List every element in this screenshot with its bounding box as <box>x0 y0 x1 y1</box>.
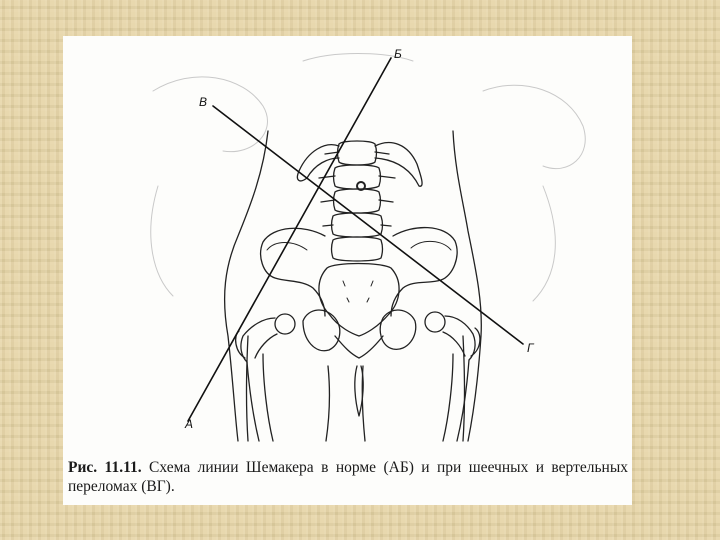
left-thigh-outer <box>247 336 249 441</box>
left-thigh-inner <box>326 366 329 441</box>
right-ilium <box>391 228 457 316</box>
pelvis-diagram <box>63 36 632 456</box>
figure-caption <box>68 458 628 496</box>
body-outline-right <box>453 131 481 441</box>
label-point-v: В <box>199 95 208 109</box>
right-rib <box>375 143 422 187</box>
right-obturator <box>380 310 416 349</box>
left-ilium <box>261 228 325 316</box>
left-femur-neck <box>241 318 277 362</box>
left-femur-shaft <box>247 354 273 441</box>
right-femur-neck <box>443 316 475 360</box>
label-point-a: А <box>185 417 194 431</box>
sacrum <box>319 264 399 337</box>
slide-panel <box>63 36 632 505</box>
figure-ref: Рис. 11.11. <box>68 459 142 476</box>
right-femur-shaft <box>443 354 469 441</box>
right-femoral-head <box>425 312 445 332</box>
pubic-arch <box>335 336 383 358</box>
label-point-b: Б <box>394 47 402 61</box>
left-femoral-head <box>275 314 295 334</box>
caption-text: Схема линии Шемакера в норме (АБ) и при шеечных и вертельных переломах (ВГ). <box>68 459 628 495</box>
label-point-g: Г <box>527 341 534 355</box>
left-obturator <box>303 310 340 351</box>
